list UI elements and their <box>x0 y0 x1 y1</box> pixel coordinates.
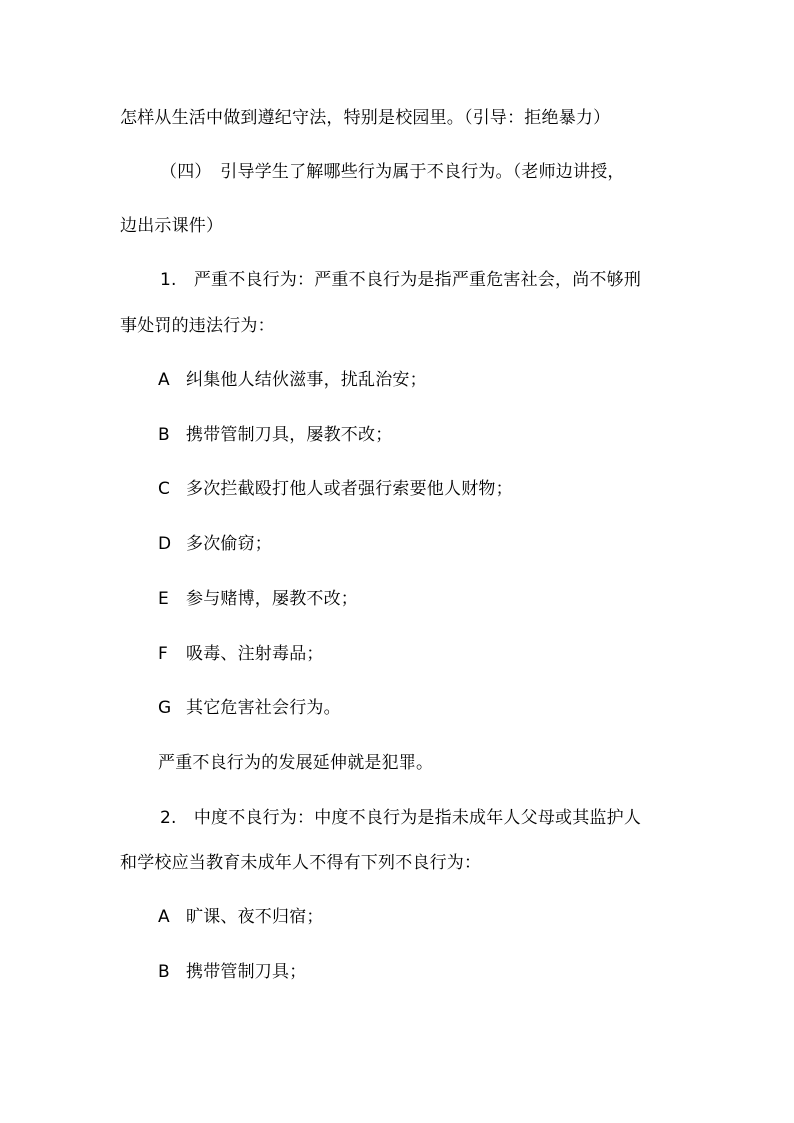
list-item-letter: F <box>158 644 168 664</box>
list-item-text: 其它危害社会行为。 <box>186 698 341 718</box>
list-item-letter: E <box>158 589 169 609</box>
paragraph-line: 和学校应当教育未成年人不得有下列不良行为： <box>120 853 482 873</box>
list-item <box>158 696 341 720</box>
list-item <box>158 587 358 611</box>
list-item-letter: A <box>158 907 170 927</box>
list-item-text: 多次偷窃； <box>186 534 272 554</box>
paragraph-line: 怎样从生活中做到遵纪守法，特别是校园里。（引导：拒绝暴力） <box>120 108 611 128</box>
list-item <box>158 642 324 666</box>
list-item-letter: B <box>158 962 170 982</box>
list-item-letter: G <box>158 698 172 718</box>
list-item <box>158 477 513 501</box>
moderate-behavior-heading: 2. 中度不良行为：中度不良行为是指未成年人父母或其监护人 <box>160 808 642 828</box>
list-item <box>158 960 306 984</box>
list-item-text: 参与赌博，屡教不改； <box>186 589 358 609</box>
list-item <box>158 905 324 929</box>
list-item <box>158 368 427 392</box>
serious-behavior-heading: 1. 严重不良行为：严重不良行为是指严重危害社会，尚不够刑 <box>160 270 642 290</box>
list-item <box>158 423 392 447</box>
paragraph-line: 边出示课件） <box>120 216 224 236</box>
section-four-heading: （四） 引导学生了解哪些行为属于不良行为。（老师边讲授， <box>160 162 625 182</box>
list-item-text: 吸毒、注射毒品； <box>186 644 324 664</box>
list-item-text: 旷课、夜不归宿； <box>186 907 324 927</box>
list-item-text: 多次拦截殴打他人或者强行索要他人财物； <box>186 479 513 499</box>
list-item-text: 纠集他人结伙滋事，扰乱治安； <box>186 370 427 390</box>
list-item-letter: C <box>158 479 171 499</box>
list-item-letter: B <box>158 425 170 445</box>
serious-conclusion: 严重不良行为的发展延伸就是犯罪。 <box>158 753 434 773</box>
list-item-letter: D <box>158 534 172 554</box>
list-item-text: 携带管制刀具； <box>186 962 307 982</box>
list-item-letter: A <box>158 370 170 390</box>
list-item-text: 携带管制刀具，屡教不改； <box>186 425 393 445</box>
paragraph-line: 事处罚的违法行为： <box>120 316 275 336</box>
list-item <box>158 532 272 556</box>
